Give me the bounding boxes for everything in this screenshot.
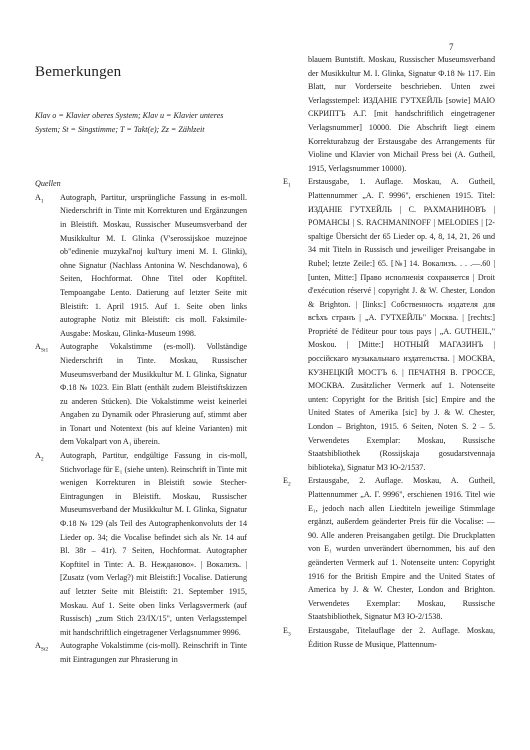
- source-entry-e1: [283, 175, 495, 474]
- source-siglum: $E_3$: [283, 625, 291, 638]
- source-siglum: $E_1$: [283, 177, 291, 189]
- source-description: Autographe Vokalstimme (es-moll). Vollständige Niederschrift in Tinte. Moskau, Russischer Museumsverband der Musikkultur M. I. Glinka, Signatur Ф.18 № 1023. Ein Blatt (enthält zudem Bleistiftskizzen zu anderen Stücken). Die Vokalstimme weist keinerlei Angaben zu Dynamik oder Phrasierung auf, stimmt aber in Tonart und Notentext (bis auf kleine Varianten) mit dem Vokalpart von A₁ überein.: [60, 342, 247, 447]
- source-entry-a1: [35, 191, 247, 341]
- source-description: Autographe Vokalstimme (cis-moll). Reinschrift in Tinte mit Eintragungen zur Phrasierung in: [60, 641, 247, 664]
- source-description: Autograph, Partitur, ursprüngliche Fassung in es-moll. Niederschrift in Tinte mit Korrekturen und Ergänzungen in Bleistift. Moskau, Russischer Museumsverband der Musikkultur M. I. Glinka (V'serossijskoe muzejnoe ob"edinenie muzykal'noj kul'tury imeni M. I. Glinki), ohne Signatur (Nachlass Antonina W. Neschdanowa), 6 Seiten, Hochformat. Ohne Titel oder Kopftitel. Tempoangabe Lento. Datierung auf letzter Seite mit Bleistift: 1. April 1915. Auf 1. Seite oben links autographe Notiz mit Bleistift: cis moll. Faksimile-Ausgabe: Moskau, Glinka-Museum 1998.: [60, 192, 247, 338]
- source-entry-e2: [283, 474, 495, 624]
- source-entry-ast2-continued: [283, 53, 495, 175]
- right-column: [283, 53, 495, 651]
- source-entry-ast2: [35, 639, 247, 666]
- source-entry-e3: [283, 624, 495, 651]
- source-entry-a2: [35, 449, 247, 639]
- left-column: [35, 52, 247, 667]
- sources-heading: Quellen: [35, 179, 61, 189]
- source-siglum: $A_{St2}$: [35, 641, 49, 653]
- source-description: Erstausgabe, Titelauflage der 2. Auflage. Moskau, Édition Russe de Musique, Plattennum-: [308, 625, 495, 649]
- source-description: Erstausgabe, 2. Auflage. Moskau, A. Gutheil, Plattennummer „A. Г. 9996", erschienen 1916. Titel wie E₁, jedoch nach allen Liedtiteln jeweilige Stimmlage ergänzt, außerdem geänderter Preis für die Vocalise: —90. Alle anderen Preisangaben getilgt. Die Druckplatten von E₁ wurden unverändert übernommen, bis auf den geänderten Vermerk auf 1. Notenseite unten: Copyright 1916 for the British Empire and the United States of America by J. & W. Chester, London and Brighton. Verwendetes Exemplar: Moskau, Russische Staatsbibliothek, Signatur МЗ Ю-2/1538.: [308, 476, 495, 622]
- page-title: Bemerkungen: [35, 64, 122, 80]
- source-siglum: $E_2$: [283, 476, 291, 489]
- page-number: 7: [449, 42, 454, 52]
- source-siglum: $A_2$: [35, 451, 44, 463]
- source-entry-ast1: [35, 340, 247, 449]
- source-siglum: $A_1$: [35, 192, 44, 205]
- abbreviations-note: Klav o = Klavier oberes System; Klav u = Klavier unteres System; St = Singstimme; T = Takt(e); Zz = Zählzeit: [35, 111, 224, 134]
- source-description: Autograph, Partitur, endgültige Fassung in cis-moll, Stichvorlage für E₁ (siehe unten). Reinschrift in Tinte mit wenigen Korrekturen in Bleistift sowie Stecher-Eintragungen in Bleistift. Moskau, Russischer Museumsverband der Musikkultur M. I. Glinka, Signatur Ф.18 № 129 (als Teil des Autographenkonvoluts der 14 Lieder op. 34; die Vocalise befindet sich als Nr. 14 auf Bl. 38r – 41r). 7 Seiten, Hochformat. Autographer Kopftitel in Tinte: A. B. Нежданово». | Вокализъ. | [Zusatz (vom Verlag?) mit Bleistift:] Vocalise. Datierung auf letzter Seite mit Bleistift: 21. September 1915, Moskau. Auf 1. Seite oben links Verlagsvermerk (auf Russisch) „zum Stich 23/IX/15", unten Verlagsstempel mit handschriftlich eingetragener Verlagsnummer 9996.: [60, 451, 247, 637]
- source-siglum: $A_{St1}$: [35, 342, 49, 354]
- source-description: Erstausgabe, 1. Auflage. Moskau, A. Gutheil, Plattennummer „A. Г. 9996", erschienen 1915. Titel: ИЗДАНІЕ ГУТХЕЙЛЬ | С. РАХМАНИНОВЪ | РОМАНСЫ | S. RACHMANINOFF | MELODIES | [2-spaltige Übersicht der 65 Lieder op. 4, 8, 14, 21, 26 und 34 mit Titeln in Russisch und jeweiliger Preisangabe in Rubel; letzte Zeile:] 65. [№] 14. Вокализъ. . . .—.60 | [unten, Mitte:] Право исполненія сохраняется | Droit d'exécution réservé | copyright J. & W. Chester, London & Brighton. | [links:] Собственность издателя для всѣхъ странъ | „A. ГУТХЕЙЛЬ" Москва. | [rechts:] Propriété de l'éditeur pour tous pays | „A. GUTHEIL," Moskou. | [Mitte:] НОТНЫЙ МАГАЗИНЪ | россійскаго музыкальнаго издательства. | МОСКВА, КУЗНЕЦКІЙ МОСТЪ 6. | ПЕЧАТНЯ В. ГРОССЕ, МОСКВА. Zusätzlicher Vermerk auf 1. Notenseite unten: Copyright for the British [sic] Empire and the United States of Amerika [sic] by J. & W. Chester, London – Brighton, 1915. 6 Seiten, Noten S. 2 – 5. Verwendetes Exemplar: Moskau, Russische Staatsbibliothek (Rossijskaja gosudarstvennaja biblioteka), Signatur МЗ Ю-2/1537.: [308, 177, 495, 472]
- source-description: blauem Buntstift. Moskau, Russischer Museumsverband der Musikkultur M. I. Glinka, Signatur Ф.18 № 117. Ein Blatt, nur Vorderseite beschrieben. Unten zwei Verlagsstempel: ИЗДАНІЕ ГУТХЕЙЛЬ [sowie] МАІО СКРИПТЪ А.Г. [mit handschriftlich eingetragener Verlagsnummer] 10000. Die Abschrift liegt einem Korrekturabzug der Erstausgabe des Arrangements für Violine und Klavier von Michail Press bei (A. Gutheil, 1915, Verlagsnummer 10000).: [308, 55, 495, 173]
